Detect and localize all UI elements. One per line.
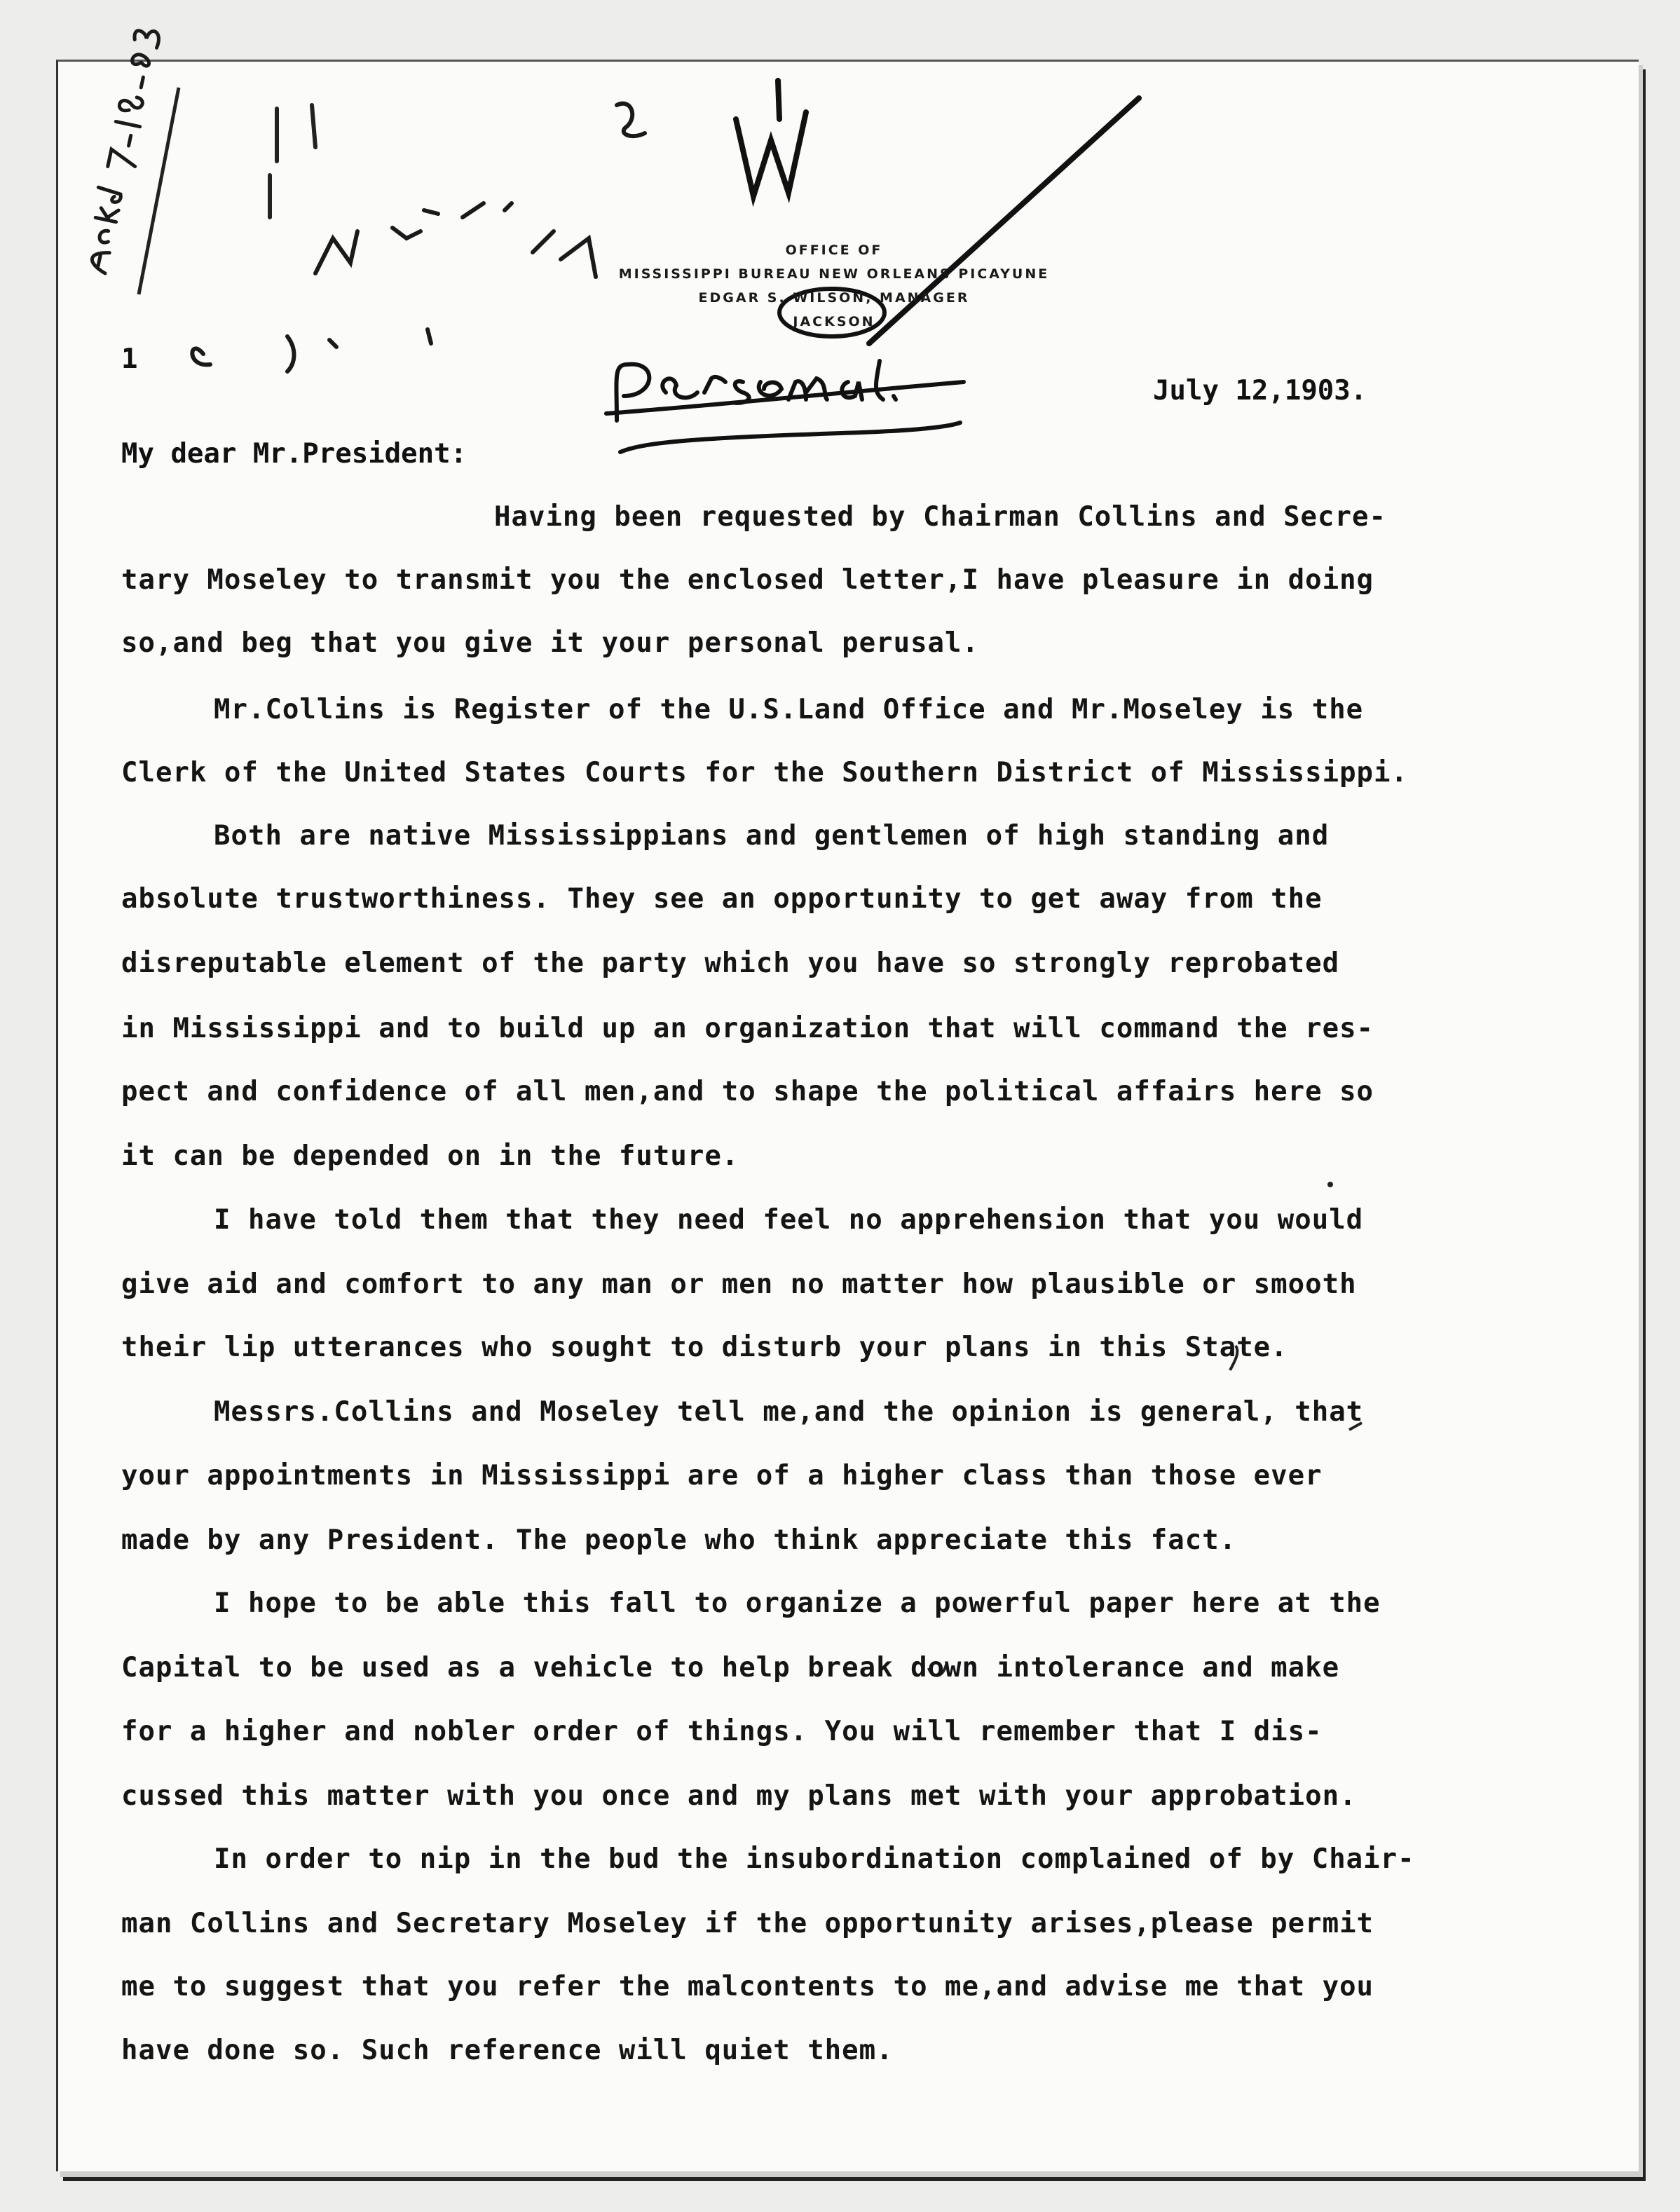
letterhead-city: JACKSON xyxy=(793,314,875,329)
letterhead-bureau: MISSISSIPPI BUREAU NEW ORLEANS PICAYUNE xyxy=(618,266,1050,282)
body-line: made by any President. The people who think appreciate this fact. xyxy=(121,1524,1237,1556)
body-line: Messrs.Collins and Moseley tell me,and the opinion is general, that xyxy=(214,1396,1364,1428)
body-line: cussed this matter with you once and my plans met with your approbation. xyxy=(121,1780,1357,1812)
body-line: your appointments in Mississippi are of a higher class than those ever xyxy=(121,1460,1323,1491)
body-line: so,and beg that you give it your personal perusal. xyxy=(121,627,979,659)
body-line: give aid and comfort to any man or men no matter how plausible or smooth xyxy=(121,1269,1357,1300)
body-line: me to suggest that you refer the malcontents to me,and advise me that you xyxy=(121,1971,1374,2002)
letterhead-office-of: OFFICE OF xyxy=(785,243,883,258)
letter-date: July 12,1903. xyxy=(1153,375,1367,407)
letterhead-manager: EDGAR S. WILSON, MANAGER xyxy=(698,290,970,306)
page-number: 1 xyxy=(121,343,138,375)
body-line: Clerk of the United States Courts for the Southern District of Mississippi. xyxy=(121,757,1408,788)
body-line: pect and confidence of all men,and to shape the political affairs here so xyxy=(121,1076,1374,1107)
body-line: tary Moseley to transmit you the enclosed letter,I have pleasure in doing xyxy=(121,564,1374,596)
body-line: Capital to be used as a vehicle to help break down intolerance and make xyxy=(121,1652,1340,1684)
body-line: Having been requested by Chairman Collins and Secre- xyxy=(494,501,1386,533)
body-line: I have told them that they need feel no apprehension that you would xyxy=(214,1204,1364,1236)
body-line: absolute trustworthiness. They see an opportunity to get away from the xyxy=(121,883,1323,915)
letterhead xyxy=(561,238,1107,334)
body-line: their lip utterances who sought to disturb your plans in this State. xyxy=(121,1332,1288,1363)
body-line: have done so. Such reference will quiet them. xyxy=(121,2035,894,2066)
salutation: My dear Mr.President: xyxy=(121,438,467,470)
body-line: for a higher and nobler order of things. You will remember that I dis- xyxy=(121,1716,1323,1747)
body-line: Mr.Collins is Register of the U.S.Land Office and Mr.Moseley is the xyxy=(214,694,1364,725)
body-line: it can be depended on in the future. xyxy=(121,1140,739,1172)
body-line: Both are native Mississippians and gentlemen of high standing and xyxy=(214,820,1330,852)
body-line: disreputable element of the party which you have so strongly reprobated xyxy=(121,948,1340,979)
body-line: I hope to be able this fall to organize a powerful paper here at the xyxy=(214,1588,1381,1619)
body-line: In order to nip in the bud the insubordination complained of by Chair- xyxy=(214,1843,1415,1875)
body-line: man Collins and Secretary Moseley if the opportunity arises,please permit xyxy=(121,1908,1374,1939)
body-line: in Mississippi and to build up an organization that will command the res- xyxy=(121,1013,1374,1044)
